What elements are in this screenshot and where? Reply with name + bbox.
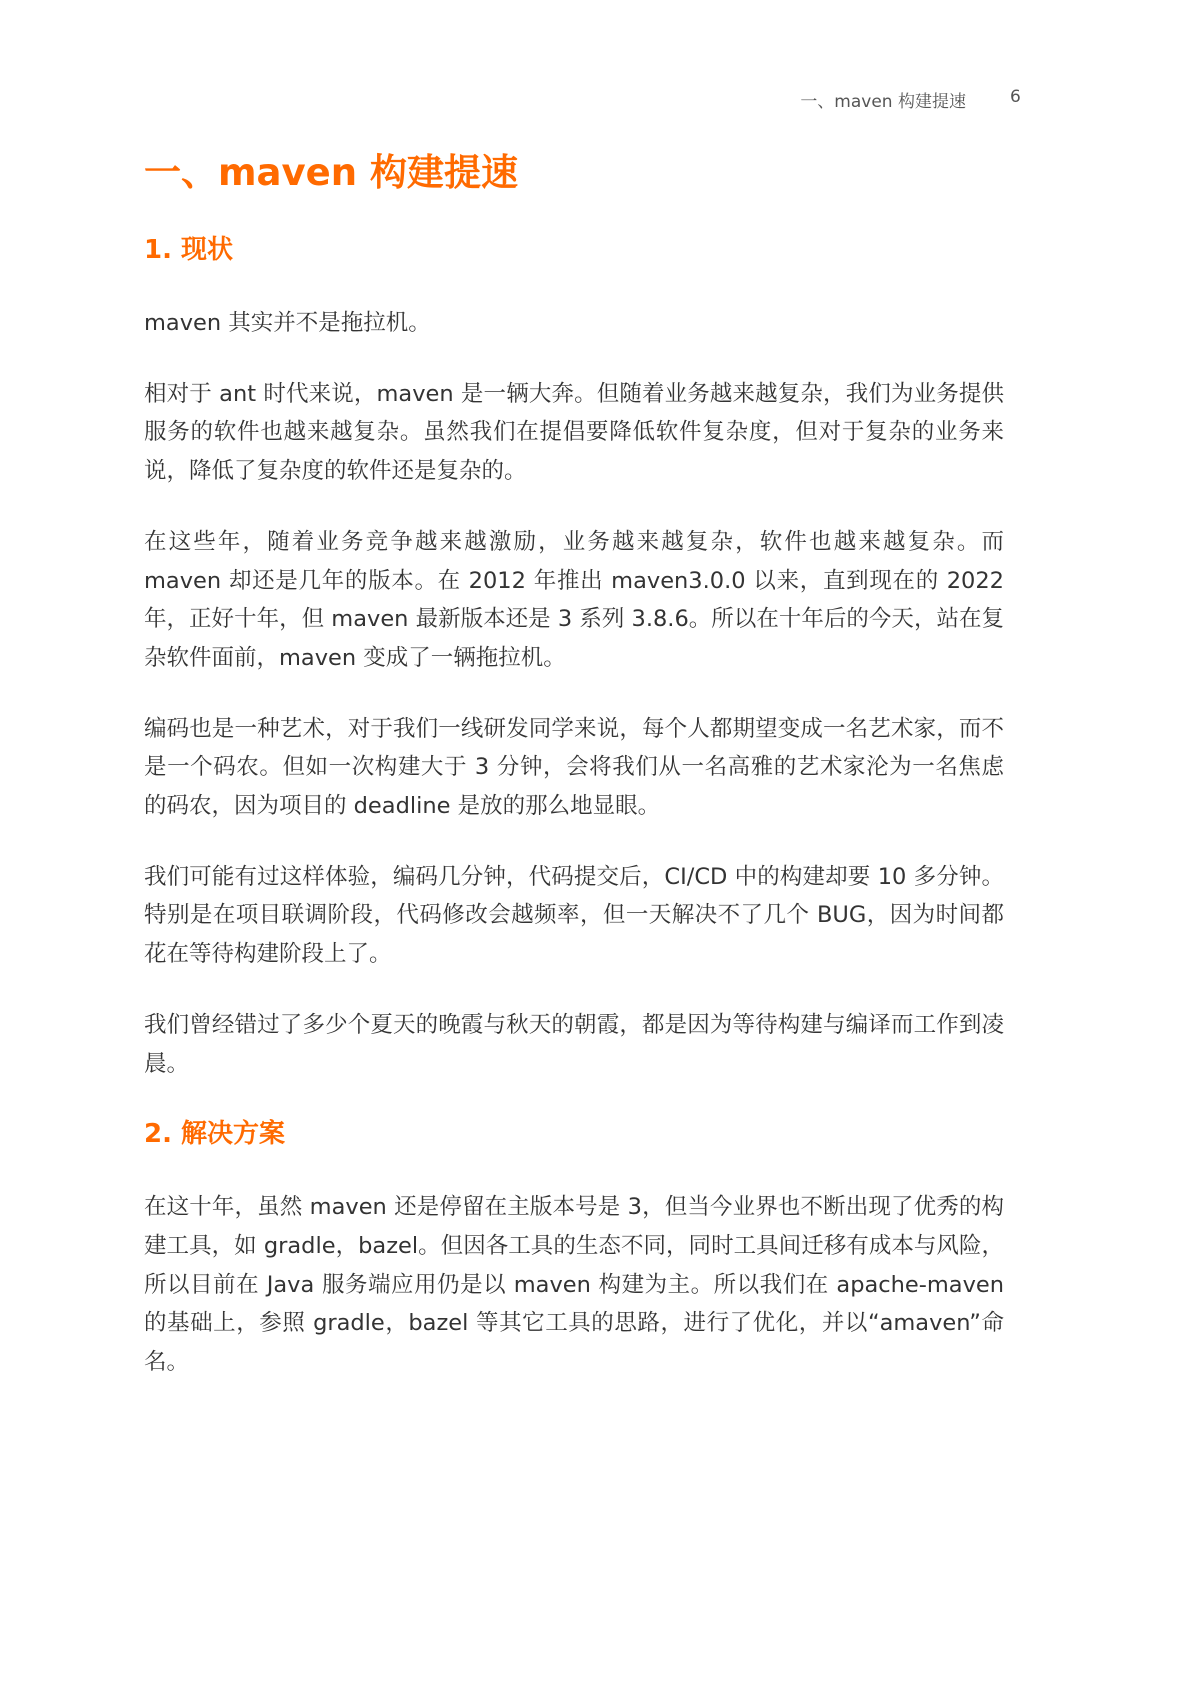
- chapter-title: 一、maven 构建提速: [144, 151, 518, 194]
- paragraph: maven 其实并不是拖拉机。: [144, 310, 431, 336]
- paragraph: 在这些年，随着业务竞争越来越激励，业务越来越复杂，软件也越来越复杂。而 maven 却还是几年的版本。在 2012 年推出 maven3.0.0 以来，直到现在的 2022 年，正好十年，但 maven 最新版本还是 3 系列 3.8.6。所以在十年后的今天，站在复杂软件面前，maven 变成了一辆拖拉机。: [144, 528, 1004, 671]
- paragraph: 在这十年，虽然 maven 还是停留在主版本号是 3，但当今业界也不断出现了优秀的构建工具，如 gradle，bazel。但因各工具的生态不同，同时工具间迁移有成本与风险，所以目前在 Java 服务端应用仍是以 maven 构建为主。所以我们在 apache-maven 的基础上，参照 gradle，bazel 等其它工具的思路，进行了优化，并以“amaven”命名。: [144, 1194, 1004, 1376]
- section-heading-solution: 2. 解决方案: [144, 1119, 286, 1150]
- paragraph: 我们可能有过这样体验，编码几分钟，代码提交后，CI/CD 中的构建却要 10 多分钟。特别是在项目联调阶段，代码修改会越频率，但一天解决不了几个 BUG，因为时间都花在等待构建阶段上了。: [144, 863, 1004, 968]
- document-body: [144, 145, 1004, 1382]
- page-number: 6: [1010, 87, 1021, 107]
- paragraph: 我们曾经错过了多少个夏天的晚霞与秋天的朝霞，都是因为等待构建与编译而工作到凌晨。: [144, 1011, 1004, 1077]
- paragraph: 相对于 ant 时代来说，maven 是一辆大奔。但随着业务越来越复杂，我们为业务提供服务的软件也越来越复杂。虽然我们在提倡要降低软件复杂度，但对于复杂的业务来说，降低了复杂度的软件还是复杂的。: [144, 380, 1004, 485]
- paragraph: 编码也是一种艺术，对于我们一线研发同学来说，每个人都期望变成一名艺术家，而不是一个码农。但如一次构建大于 3 分钟，会将我们从一名高雅的艺术家沦为一名焦虑的码农，因为项目的 deadline 是放的那么地显眼。: [144, 715, 1004, 820]
- running-header: 一、maven 构建提速: [800, 92, 966, 112]
- section-heading-status: 1. 现状: [144, 235, 234, 265]
